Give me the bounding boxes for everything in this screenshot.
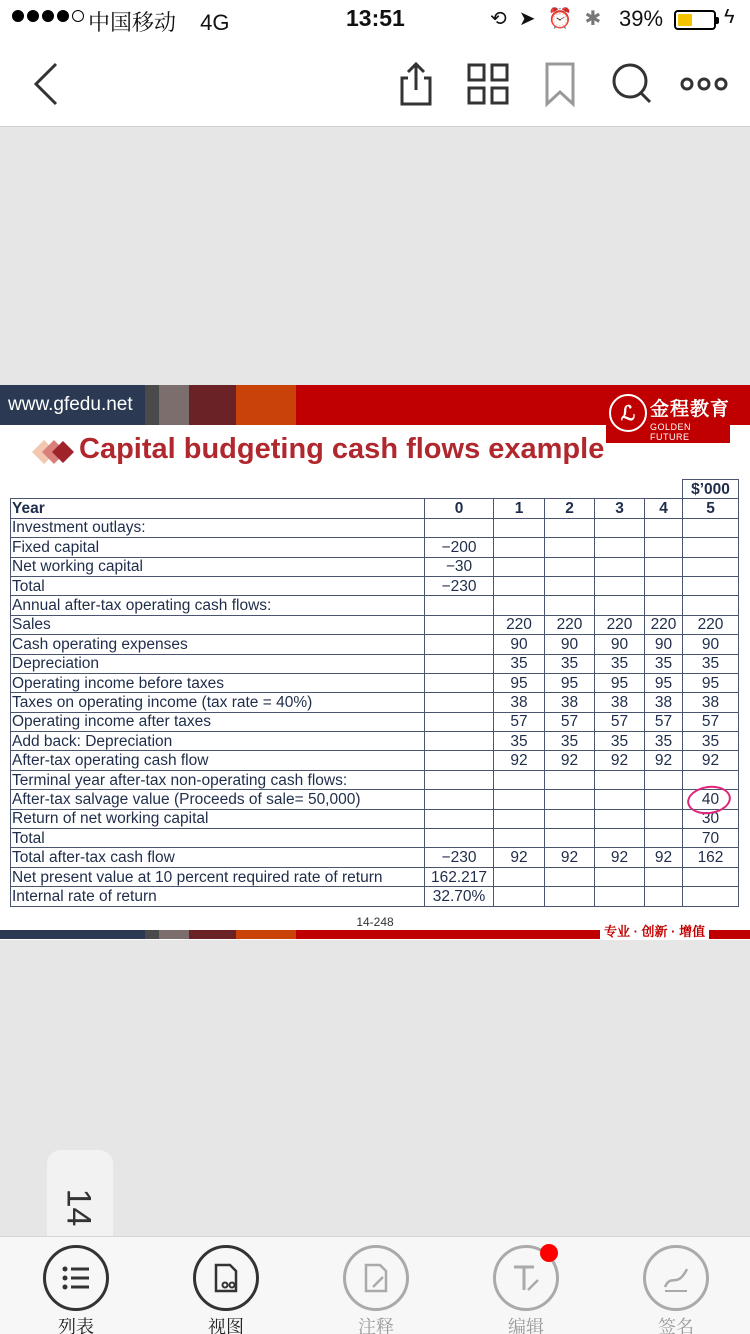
row-label: Sales [11, 615, 425, 634]
year-cell [595, 538, 645, 557]
list-button[interactable] [41, 1245, 111, 1333]
year-cell [595, 557, 645, 576]
year-cell [683, 538, 739, 557]
bookmark-icon [536, 60, 584, 108]
bookmark-button[interactable] [536, 60, 584, 108]
units-row [11, 480, 739, 499]
year-cell [545, 790, 595, 809]
table-row [11, 538, 739, 557]
year-cell: 95 [683, 673, 739, 692]
chevron-left-icon [28, 60, 68, 108]
year-cell: 38 [645, 693, 683, 712]
year-cell: 90 [683, 635, 739, 654]
year-cell [545, 557, 595, 576]
year-cell [645, 596, 683, 615]
table-row [11, 790, 739, 809]
slide-page [0, 385, 750, 940]
year-cell: 35 [494, 732, 545, 751]
year-cell: 70 [683, 829, 739, 848]
year-cell [494, 829, 545, 848]
edit-notification-badge [540, 1244, 558, 1262]
year-cell: 35 [683, 654, 739, 673]
year-cell: 92 [545, 751, 595, 770]
year-cell: 220 [545, 615, 595, 634]
table-row [11, 635, 739, 654]
text-edit-icon [511, 1263, 541, 1293]
year-cell [595, 829, 645, 848]
year-cell: 38 [545, 693, 595, 712]
year-cell: 1 [494, 499, 545, 518]
row-label: Operating income after taxes [11, 712, 425, 731]
year-cell [645, 770, 683, 789]
carrier-name: 中国移动 [88, 10, 177, 35]
sign-button[interactable] [641, 1245, 711, 1333]
year-cell: 92 [494, 848, 545, 867]
rotation-lock-icon: ⟲ [490, 8, 507, 30]
year-cell: 35 [545, 732, 595, 751]
year-cell: 220 [494, 615, 545, 634]
slide-title: Capital budgeting cash flows example [79, 433, 605, 465]
year-cell: 32.70% [425, 887, 494, 906]
year-cell [494, 809, 545, 828]
nav-bar [0, 40, 750, 127]
row-label: Internal rate of return [11, 887, 425, 906]
year-cell: 57 [645, 712, 683, 731]
cash-flow-table [10, 479, 739, 907]
signature-icon [661, 1263, 691, 1293]
row-label: Return of net working capital [11, 809, 425, 828]
year-cell: 57 [683, 712, 739, 731]
year-cell: 30 [683, 809, 739, 828]
year-cell: 92 [645, 848, 683, 867]
table-row [11, 848, 739, 867]
year-cell: 92 [683, 751, 739, 770]
year-cell [683, 887, 739, 906]
table-row [11, 712, 739, 731]
row-label: Operating income before taxes [11, 673, 425, 692]
table-row [11, 732, 739, 751]
year-cell [683, 790, 739, 809]
year-cell [595, 790, 645, 809]
salvage-value: 40 [701, 790, 720, 808]
row-label: Terminal year after-tax non-operating cash flows: [11, 770, 425, 789]
year-cell [545, 829, 595, 848]
year-cell: 57 [545, 712, 595, 731]
year-cell: 162 [683, 848, 739, 867]
year-cell: −230 [425, 848, 494, 867]
grid-view-button[interactable] [464, 60, 512, 108]
year-cell: 35 [683, 732, 739, 751]
year-cell: 5 [683, 499, 739, 518]
row-label: Taxes on operating income (tax rate = 40%) [11, 693, 425, 712]
battery-icon [674, 10, 716, 30]
year-cell: 90 [595, 635, 645, 654]
year-cell: 0 [425, 499, 494, 518]
sign-label: 签名 [658, 1317, 694, 1334]
year-cell: 57 [595, 712, 645, 731]
year-cell [683, 557, 739, 576]
edit-label: 编辑 [508, 1317, 544, 1334]
year-cell [425, 809, 494, 828]
year-cell: 92 [545, 848, 595, 867]
more-icon [680, 60, 728, 108]
brand-logo [606, 391, 730, 443]
year-cell [683, 867, 739, 886]
year-cell [645, 790, 683, 809]
table-header-row [11, 499, 739, 518]
year-cell [494, 596, 545, 615]
year-cell: 57 [494, 712, 545, 731]
year-cell [645, 538, 683, 557]
year-cell: 95 [494, 673, 545, 692]
table-row [11, 751, 739, 770]
year-cell: 35 [645, 732, 683, 751]
table-row [11, 673, 739, 692]
battery-percent: 39% [619, 6, 664, 31]
year-cell: 95 [595, 673, 645, 692]
share-icon [392, 60, 440, 108]
diamond-bullet-icon [20, 437, 76, 467]
year-cell [595, 770, 645, 789]
table-row [11, 596, 739, 615]
year-cell: −30 [425, 557, 494, 576]
year-cell: 90 [645, 635, 683, 654]
year-cell [595, 887, 645, 906]
edit-button[interactable] [491, 1245, 561, 1333]
year-cell: 38 [595, 693, 645, 712]
year-cell: 4 [645, 499, 683, 518]
location-icon: ➤ [518, 8, 536, 30]
table-row [11, 615, 739, 634]
year-cell [683, 596, 739, 615]
year-cell [545, 518, 595, 537]
year-cell [645, 576, 683, 595]
year-cell [425, 790, 494, 809]
year-cell [645, 809, 683, 828]
search-button[interactable] [608, 60, 656, 108]
table-row [11, 654, 739, 673]
year-cell [425, 829, 494, 848]
year-cell [595, 809, 645, 828]
year-cell [425, 770, 494, 789]
year-cell: 220 [595, 615, 645, 634]
status-bar [0, 0, 750, 40]
more-button[interactable] [680, 60, 728, 108]
row-label: Year [11, 499, 425, 518]
year-cell [494, 538, 545, 557]
year-cell [645, 829, 683, 848]
table-row [11, 809, 739, 828]
charging-icon: ϟ [724, 6, 735, 28]
view-label: 视图 [208, 1317, 244, 1334]
bottom-toolbar [0, 1236, 750, 1334]
logo-en: GOLDEN FUTURE [650, 422, 692, 442]
year-cell: 162.217 [425, 867, 494, 886]
slide-page-number: 14-248 [356, 915, 394, 929]
year-cell: 38 [494, 693, 545, 712]
row-label: Net present value at 10 percent required rate of return [11, 867, 425, 886]
status-icons [490, 6, 601, 31]
share-button[interactable] [392, 60, 440, 108]
year-cell [595, 518, 645, 537]
year-cell: 3 [595, 499, 645, 518]
search-icon [608, 60, 656, 108]
row-label: Depreciation [11, 654, 425, 673]
year-cell: 95 [645, 673, 683, 692]
year-cell [494, 576, 545, 595]
view-button[interactable] [191, 1245, 261, 1333]
row-label: Net working capital [11, 557, 425, 576]
table-row [11, 770, 739, 789]
bluetooth-icon: ✱ [584, 8, 602, 30]
year-cell [425, 712, 494, 731]
slide-slogan: 专业 · 创新 · 增值 [600, 921, 709, 940]
network-type: 4G [200, 10, 230, 35]
year-cell [425, 518, 494, 537]
year-cell [494, 790, 545, 809]
year-cell [494, 887, 545, 906]
row-label: Fixed capital [11, 538, 425, 557]
year-cell [595, 596, 645, 615]
back-button[interactable] [28, 60, 68, 108]
year-cell: 90 [545, 635, 595, 654]
year-cell [683, 770, 739, 789]
year-cell [545, 809, 595, 828]
year-cell [645, 518, 683, 537]
row-label: Total [11, 576, 425, 595]
document-view-icon [211, 1263, 241, 1293]
year-cell [545, 538, 595, 557]
year-cell: 35 [645, 654, 683, 673]
row-label: Annual after-tax operating cash flows: [11, 596, 425, 615]
signal-strength-icon [12, 10, 84, 22]
units-label: $’000 [683, 480, 739, 499]
logo-emblem-icon: ℒ [609, 394, 647, 432]
year-cell [683, 576, 739, 595]
table-row [11, 518, 739, 537]
year-cell [425, 615, 494, 634]
year-cell [595, 576, 645, 595]
year-cell [645, 867, 683, 886]
year-cell: 35 [545, 654, 595, 673]
year-cell [425, 673, 494, 692]
year-cell [494, 867, 545, 886]
table-row [11, 576, 739, 595]
row-label: Total after-tax cash flow [11, 848, 425, 867]
logo-cn: 金程教育 [650, 399, 731, 420]
year-cell: 92 [595, 848, 645, 867]
row-label: Investment outlays: [11, 518, 425, 537]
grid-icon [464, 60, 512, 108]
page-indicator[interactable] [47, 1150, 113, 1240]
year-cell: 35 [494, 654, 545, 673]
year-cell [425, 693, 494, 712]
table-row [11, 557, 739, 576]
year-cell [425, 732, 494, 751]
year-cell: 92 [494, 751, 545, 770]
year-cell: 95 [545, 673, 595, 692]
year-cell [425, 654, 494, 673]
year-cell: −230 [425, 576, 494, 595]
row-label: Total [11, 829, 425, 848]
year-cell: 90 [494, 635, 545, 654]
year-cell: 35 [595, 654, 645, 673]
year-cell: 92 [645, 751, 683, 770]
year-cell [425, 751, 494, 770]
carrier-label [88, 6, 230, 37]
year-cell [545, 887, 595, 906]
year-cell [425, 596, 494, 615]
annotate-label: 注释 [358, 1317, 394, 1334]
status-time: 13:51 [346, 5, 405, 31]
year-cell [545, 867, 595, 886]
year-cell [645, 557, 683, 576]
alarm-icon: ⏰ [547, 8, 573, 30]
annotate-icon [361, 1263, 391, 1293]
year-cell [595, 867, 645, 886]
year-cell: 38 [683, 693, 739, 712]
year-cell [545, 770, 595, 789]
table-row [11, 867, 739, 886]
year-cell [645, 887, 683, 906]
year-cell [494, 557, 545, 576]
table-row [11, 693, 739, 712]
annotate-button[interactable] [341, 1245, 411, 1333]
row-label: After-tax operating cash flow [11, 751, 425, 770]
row-label: After-tax salvage value (Proceeds of sale= 50,000) [11, 790, 425, 809]
year-cell: 220 [683, 615, 739, 634]
year-cell: 2 [545, 499, 595, 518]
table-row [11, 887, 739, 906]
table-row [11, 829, 739, 848]
row-label: Cash operating expenses [11, 635, 425, 654]
list-label: 列表 [58, 1317, 94, 1334]
page-indicator-number: 14 [59, 1188, 98, 1227]
list-icon [61, 1263, 91, 1293]
year-cell [494, 770, 545, 789]
year-cell [683, 518, 739, 537]
year-cell: 92 [595, 751, 645, 770]
year-cell [494, 518, 545, 537]
year-cell [545, 596, 595, 615]
year-cell [545, 576, 595, 595]
year-cell: 35 [595, 732, 645, 751]
site-url: www.gfedu.net [8, 394, 133, 415]
year-cell [425, 635, 494, 654]
year-cell: 220 [645, 615, 683, 634]
row-label: Add back: Depreciation [11, 732, 425, 751]
year-cell: −200 [425, 538, 494, 557]
